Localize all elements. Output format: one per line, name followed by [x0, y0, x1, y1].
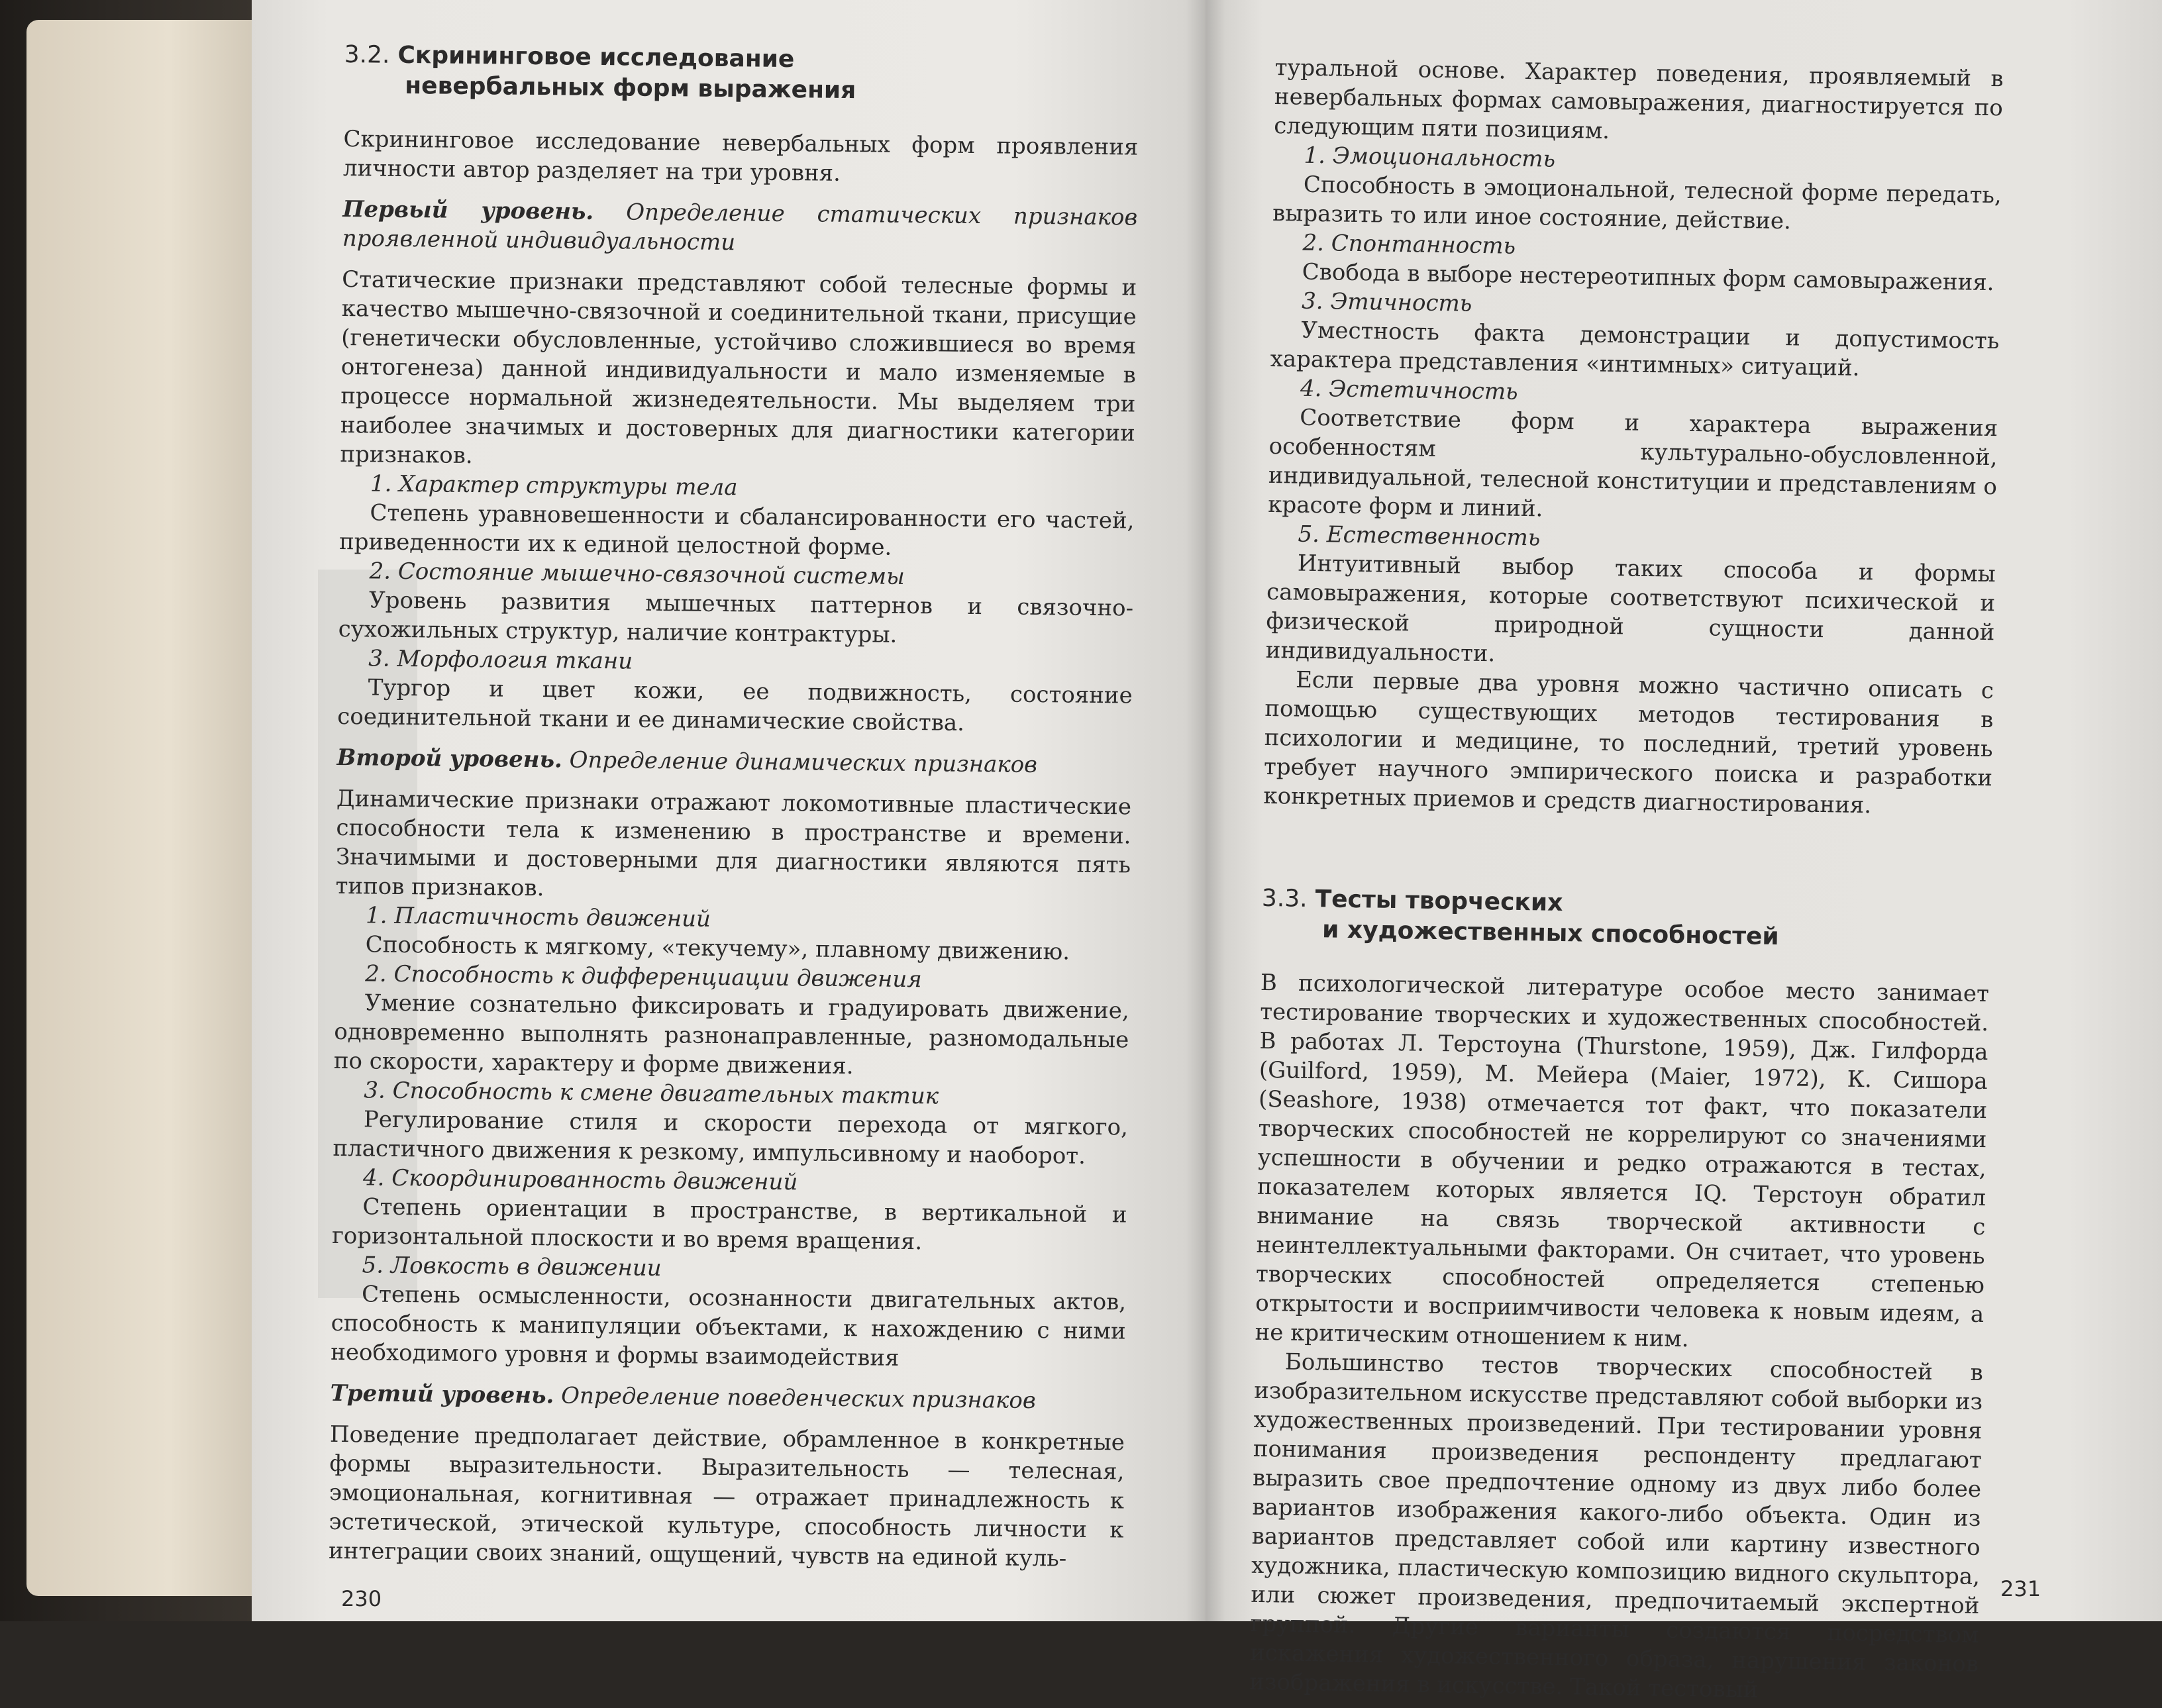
- tests-paragraph-2: Большинство тестов творческих способностей в изобразительном искусстве представляют собой выборки из художественных произведений. При тестировании уровня понимания произведения респонденту предлагают выразить свое предпочтение одному из двух либо более вариантов изображения какого-либо объекта. Один из вариантов представляет собой или картину известного художника, пластическую композицию видного скульптора, или сюжет произведения, предпочитаемый экспертной группой. Другие варианты создаются посредством искажения художественного образа, нарушения законов изображения в искусстве. Такой тестовый: [1249, 1348, 1984, 1703]
- level1-heading: Первый уровень. Определение статических признаков проявленной индивидуальности: [342, 195, 1138, 256]
- page-stack-edge: [26, 20, 265, 1596]
- section-heading-3-2: 3.2. Скрининговое исследование невербальных форм выражения: [344, 40, 856, 105]
- behavior-item-title: 1. Эмоциональность: [1304, 142, 1556, 173]
- level1-item-title: 3. Морфология ткани: [368, 645, 633, 675]
- behavior-item-text: Соответствие форм и характера выражения особенностям культурально-обусловленной, индивидуальной, телесной конституции и представлениям о красоте форм и линий.: [1267, 404, 1998, 523]
- level1-item-title: 1. Характер структуры тела: [370, 470, 738, 501]
- level2-item-title: 4. Скоординированность движений: [362, 1164, 798, 1196]
- behavior-item-title: 5. Естественность: [1298, 521, 1541, 552]
- continuation-paragraph: туральной основе. Характер поведения, проявляемый в невербальных формах самовыражения, диагностируется по следующим пяти позициям.: [1273, 54, 2004, 144]
- level2-item-text: Степень ориентации в пространстве, в вертикальной и горизонтальной плоскости и во время вращения.: [331, 1193, 1127, 1256]
- level2-item-text: Способность к мягкому, «текучему», плавному движению.: [365, 931, 1070, 966]
- page-number-right: 231: [2000, 1576, 2041, 1601]
- level1-item-text: Степень уравновешенности и сбалансированности его частей, приведенности их к единой целостной форме.: [338, 499, 1135, 561]
- level2-item-title: 1. Пластичность движений: [365, 902, 711, 932]
- behavior-item-text: Уместность факта демонстрации и допустимость характера представления «интимных» ситуаций.: [1270, 317, 2000, 381]
- closing-paragraph: Если первые два уровня можно частично описать с помощью существующих методов тестирования в психологии и медицине, то последний, третий уровень требует научного эмпирического поиска и разработки конкретных приемов и средств диагностирования.: [1263, 666, 1994, 819]
- behavior-item-text: Свобода в выборе нестереотипных форм самовыражения.: [1302, 258, 1994, 297]
- behavior-item-title: 4. Эстетичность: [1300, 375, 1518, 405]
- level3-paragraph: Поведение предполагает действие, обрамленное в конкретные формы выразительности. Выразительность — телесная, эмоциональная, когнитивная — отражает принадлежность к эстетической, этической культуре, способность личности к интеграции своих знаний, ощущений, чувств на единой куль-: [328, 1421, 1125, 1572]
- book-gutter: [1186, 0, 1225, 1621]
- level2-item-text: Степень осмысленности, осознанности двигательных актов, способность к манипуляции объектами, к нахождению с ними необходимого уровня и формы взаимодействия: [331, 1281, 1127, 1372]
- level1-paragraph: Статические признаки представляют собой телесные формы и качество мышечно-связочной и соединительной ткани, присущие (генетически обусловленные, устойчиво сложившиеся во время онтогенеза) данной индивидуальности и мало изменяемые в процессе нормальной жизнедеятельности. Мы выделяем три наиболее значимых и достоверных для диагностики категории признаков.: [340, 266, 1137, 470]
- behavior-item-text: Способность в эмоциональной, телесной форме передать, выразить то или иное состояние, действие.: [1272, 171, 2002, 235]
- level2-heading: Второй уровень. Определение динамических признаков: [336, 744, 1038, 779]
- section-heading-3-3: 3.3. Тесты творческих и художественных способностей: [1261, 884, 1780, 951]
- level2-paragraph: Динамические признаки отражают локомотивные пластические способности тела к изменению в пространстве и времени. Значимыми и достоверными для диагностики являются пять типов признаков.: [335, 785, 1132, 902]
- behavior-item-title: 2. Спонтанность: [1302, 229, 1516, 260]
- level1-item-title: 2. Состояние мышечно-связочной системы: [369, 558, 905, 590]
- level3-heading: Третий уровень. Определение поведенческих признаков: [330, 1380, 1036, 1415]
- level2-item-text: Регулирование стиля и скорости перехода от мягкого, пластичного движения к резкому, импульсивному и наоборот.: [333, 1106, 1129, 1170]
- page-number-left: 230: [341, 1586, 382, 1611]
- level2-item-title: 2. Способность к дифференциации движения: [365, 960, 922, 993]
- left-page-text: [329, 40, 1139, 1574]
- level2-item-text: Умение сознательно фиксировать и градуировать движение, одновременно выполнять разнонаправленные, разномодальные по скорости, характеру и форме движения.: [333, 989, 1129, 1080]
- level2-item-title: 5. Ловкость в движении: [362, 1252, 662, 1282]
- behavior-item-title: 3. Этичность: [1301, 287, 1472, 317]
- behavior-item-text: Интуитивный выбор таких способа и формы самовыражения, которые соответствуют психической и физической природной сущности данной индивидуальности.: [1265, 550, 1996, 668]
- level1-item-text: Уровень развития мышечных паттернов и связочно-сухожильных структур, наличие контрактуры.: [338, 587, 1134, 648]
- tests-paragraph-1: В психологической литературе особое место занимает тестирование творческих и художественных способностей. В работах Л. Терстоуна (Thurstone, 1959), Дж. Гилфорда (Guilford, 1959), М. Мейера (Maier, 1972), К. Сишора (Seashore, 1938) отмечается тот факт, что показатели творческих способностей не коррелируют со значениями успешности в обучении и редко отражаются в тестах, показателем которых является IQ. Терстоун обратил внимание на связь творческой активности с неинтеллектуальными факторами. Он считает, что уровень творческих способностей определяется степенью открытости и восприимчивости человека к новым идеям, а не критическим отношением к ним.: [1255, 969, 1990, 1353]
- level2-item-title: 3. Способность к смене двигательных тактик: [364, 1077, 939, 1110]
- intro-paragraph: Скрининговое исследование невербальных форм проявления личности автор разделяет на три уровня.: [342, 125, 1139, 187]
- right-page-text: [1249, 53, 2004, 1708]
- level1-item-text: Тургор и цвет кожи, ее подвижность, состояние соединительной ткани и ее динамические свойства.: [337, 674, 1133, 736]
